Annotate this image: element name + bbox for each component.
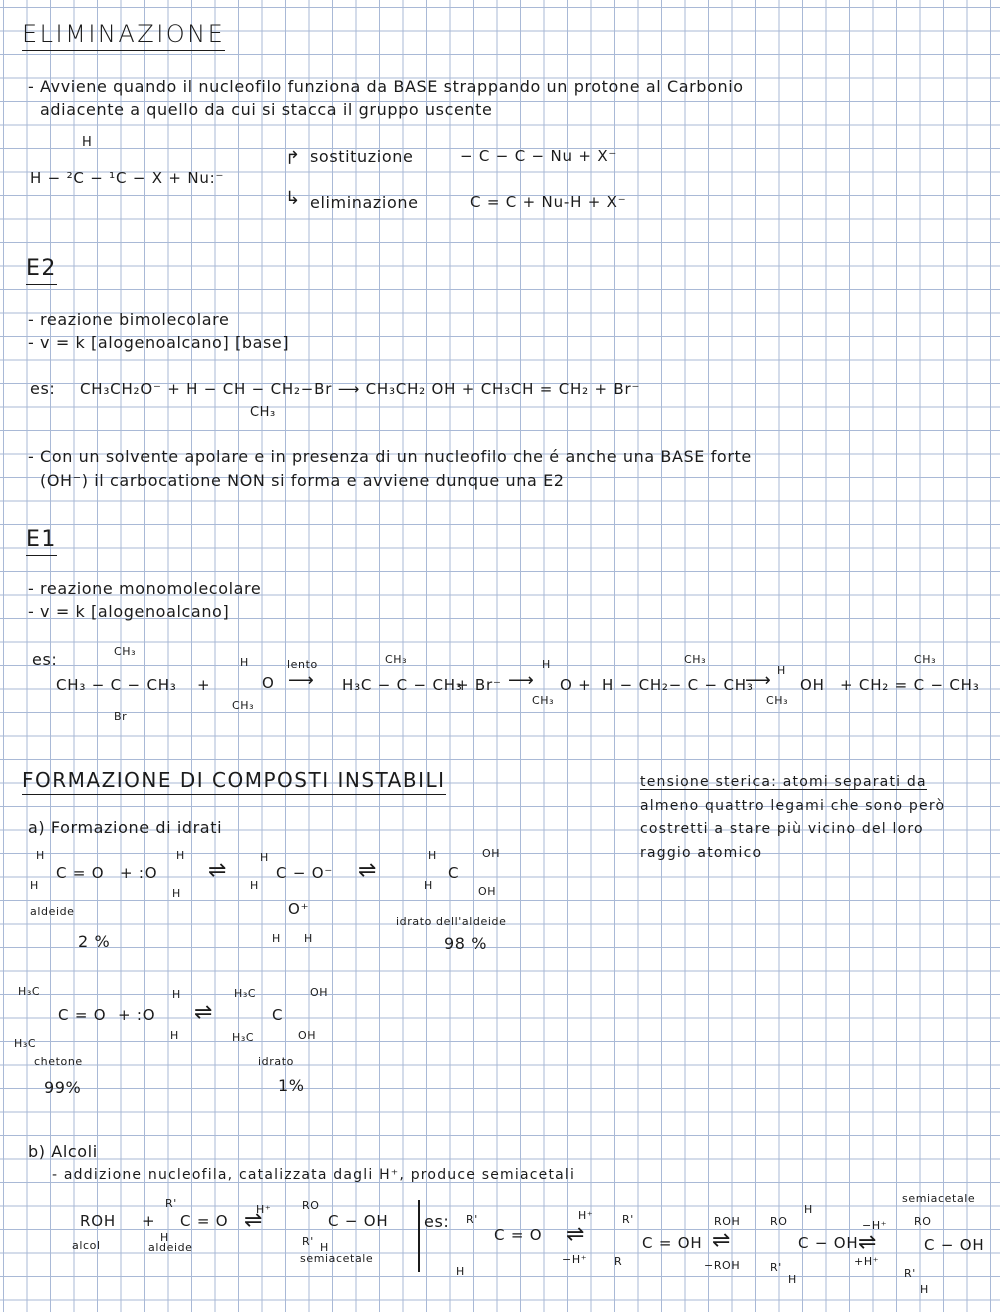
carbonyl: C = O (58, 1006, 107, 1024)
atom-label: H (172, 988, 181, 1001)
alcohol-formula: ROH (80, 1212, 116, 1230)
catalyst: +H⁺ (854, 1255, 880, 1268)
subsection-title: b) Alcoli (28, 1142, 98, 1161)
equilibrium-arrow: ⇌ (566, 1222, 586, 1247)
reactant-formula: H − ²C − ¹C − X + Nu:⁻ (30, 169, 225, 187)
example-reaction: CH₃CH₂O⁻ + H − CH − CH₂−Br ⟶ CH₃CH₂ OH + CH₃CH = CH₂ + Br⁻ (80, 380, 641, 398)
atom-label: H (160, 1231, 169, 1244)
percentage: 2 % (78, 932, 111, 951)
atom-label: H (788, 1273, 797, 1286)
percentage: 1% (278, 1076, 305, 1095)
catalyst: −H⁺ (562, 1253, 588, 1266)
branch-arrow-up: ↱ (285, 148, 301, 169)
percentage: 99% (44, 1078, 82, 1097)
atom-label: H (176, 849, 185, 862)
compound-label: semiacetale (300, 1252, 374, 1265)
equilibrium-arrow: ⇌ (208, 858, 228, 883)
text-line: - Avviene quando il nucleofilo funziona da BASE strappando un protone al Carbonio (28, 77, 744, 96)
substituent: RO (914, 1215, 932, 1228)
oxonium: O⁺ (288, 900, 310, 918)
substituent: R' (165, 1197, 177, 1210)
alkene-product: + CH₂ = C − CH₃ (840, 676, 980, 694)
substituent: R' (302, 1235, 314, 1248)
carbocation: H − CH₂− C − CH₃ (602, 676, 754, 694)
oxocarbenium: C = OH (642, 1234, 703, 1252)
atom-label: H (456, 1265, 465, 1278)
percentage: 98 % (444, 934, 488, 953)
water: + :O (120, 864, 158, 882)
atom-label: H (172, 887, 181, 900)
catalyst: −H⁺ (862, 1219, 888, 1232)
side-note-line: tensione sterica: atomi separati da (640, 774, 927, 790)
substituent: CH₃ (914, 653, 937, 666)
substituent: Br (114, 710, 128, 723)
atom-label: H (240, 656, 249, 669)
substituent: CH₃ (250, 405, 276, 420)
reaction-label: eliminazione (310, 193, 419, 212)
carbon-hydroxyl: C − OH (798, 1234, 859, 1252)
section-title-e1: E1 (26, 529, 57, 556)
atom-label: H (320, 1241, 329, 1254)
rate-law: - v = k [alogenoalcano] [base] (28, 333, 290, 352)
product-formula: − C − C − Nu + X⁻ (460, 147, 618, 165)
equilibrium-arrow: ⇌ (712, 1228, 732, 1253)
text-line: - Con un solvente apolare e in presenza di un nucleofilo che é anche una BASE forte (28, 447, 752, 466)
compound-label: chetone (34, 1055, 83, 1068)
reaction-arrow: ⟶ (288, 670, 315, 691)
condition-label: lento (287, 658, 318, 671)
substituent: H₃C (18, 985, 41, 998)
substituent: RO (770, 1215, 788, 1228)
substituent: CH₃ (385, 653, 408, 666)
atom-label: H (920, 1283, 929, 1296)
carbonyl: C = O (56, 864, 105, 882)
atom-label: H (777, 664, 786, 677)
separator-line (418, 1200, 420, 1272)
bullet: - reazione monomolecolare (28, 579, 262, 598)
substituent: R' (904, 1267, 916, 1280)
substituent: H₃C (14, 1037, 37, 1050)
plus-sign: + (197, 676, 211, 694)
compound-label: idrato dell'aldeide (396, 915, 507, 928)
atom-label: H (542, 658, 551, 671)
reagent: ROH (714, 1215, 741, 1228)
substituent: R (614, 1255, 623, 1268)
carbon-hydroxyl: C − OH (924, 1236, 985, 1254)
substituent: R' (466, 1213, 478, 1226)
equilibrium-arrow: ⇌ (194, 1000, 214, 1025)
product-formula: C = C + Nu-H + X⁻ (470, 193, 627, 211)
atom-label: H (260, 851, 269, 864)
atom-label: H (304, 932, 313, 945)
example-label: es: (32, 650, 58, 669)
text-line: - addizione nucleofila, catalizzata dagli H⁺, produce semiacetali (52, 1167, 576, 1183)
reactant-formula: CH₃ − C − CH₃ (56, 676, 177, 694)
substituent: R' (622, 1213, 634, 1226)
carbonyl: C = O (180, 1212, 229, 1230)
carbon: C (272, 1006, 284, 1024)
atom-label: H (36, 849, 45, 862)
compound-label: idrato (258, 1055, 294, 1068)
atom-label: H (424, 879, 433, 892)
atom-label: O (262, 674, 275, 692)
substituent: H₃C (234, 987, 257, 1000)
compound-label: aldeide (30, 905, 75, 918)
example-label: es: (424, 1212, 450, 1231)
carbocation: H₃C − C − CH₃ (342, 676, 463, 694)
section-title-e2: E2 (26, 258, 57, 285)
substituent: CH₃ (114, 645, 137, 658)
atom-label: H (250, 879, 259, 892)
catalyst: H⁺ (578, 1209, 594, 1222)
compound-label: aldeide (148, 1241, 193, 1254)
atom-label: H (428, 849, 437, 862)
carbon-hydroxyl: C − OH (328, 1212, 389, 1230)
substituent: CH₃ (684, 653, 707, 666)
text-line: adiacente a quello da cui si stacca il gruppo uscente (40, 100, 493, 119)
reaction-label: sostituzione (310, 147, 414, 166)
atom-label: O + (560, 676, 592, 694)
hydroxyl: OH (310, 986, 329, 999)
water: + :O (118, 1006, 156, 1024)
reagent: −ROH (704, 1259, 741, 1272)
atom-label: H (804, 1203, 813, 1216)
equilibrium-arrow: ⇌ (858, 1230, 878, 1255)
side-note-line: almeno quattro legami che sono però (640, 798, 946, 814)
hydroxyl: OH (298, 1029, 317, 1042)
substituent: CH₃ (232, 699, 255, 712)
rate-law: - v = k [alogenoalcano] (28, 602, 230, 621)
equilibrium-arrow: ⇌ (358, 858, 378, 883)
atom-label: H (82, 135, 93, 150)
substituent: CH₃ (532, 694, 555, 707)
side-note-line: raggio atomico (640, 845, 763, 861)
ion: + Br⁻ (456, 676, 502, 694)
reaction-arrow: ⟶ (508, 670, 535, 691)
alkoxide: C − O⁻ (276, 864, 334, 882)
text-line: (OH⁻) il carbocatione NON si forma e avviene dunque una E2 (40, 471, 565, 490)
substituent: CH₃ (766, 694, 789, 707)
bullet: - reazione bimolecolare (28, 310, 230, 329)
example-label: es: (30, 379, 56, 398)
plus-sign: + (142, 1212, 156, 1230)
hydroxyl: OH (482, 847, 501, 860)
hydroxyl: OH (478, 885, 497, 898)
section-title-eliminazione: ELIMINAZIONE (22, 22, 225, 51)
substituent: RO (302, 1199, 320, 1212)
reaction-arrow: ⟶ (745, 670, 772, 691)
branch-arrow-down: ↳ (285, 188, 301, 209)
atom-label: OH (800, 676, 825, 694)
atom-label: H (170, 1029, 179, 1042)
compound-label: alcol (72, 1239, 101, 1252)
carbon: C (448, 864, 460, 882)
catalyst: H⁺ (256, 1203, 272, 1216)
substituent: H₃C (232, 1031, 255, 1044)
substituent: R' (770, 1261, 782, 1274)
carbonyl: C = O (494, 1226, 543, 1244)
equilibrium-arrow: ⇌ (244, 1208, 264, 1233)
compound-label: semiacetale (902, 1192, 976, 1205)
atom-label: H (30, 879, 39, 892)
atom-label: H (272, 932, 281, 945)
subsection-title: a) Formazione di idrati (28, 818, 223, 837)
side-note-line: costretti a stare più vicino del loro (640, 821, 924, 837)
section-title-composti-instabili: FORMAZIONE DI COMPOSTI INSTABILI (22, 770, 446, 795)
